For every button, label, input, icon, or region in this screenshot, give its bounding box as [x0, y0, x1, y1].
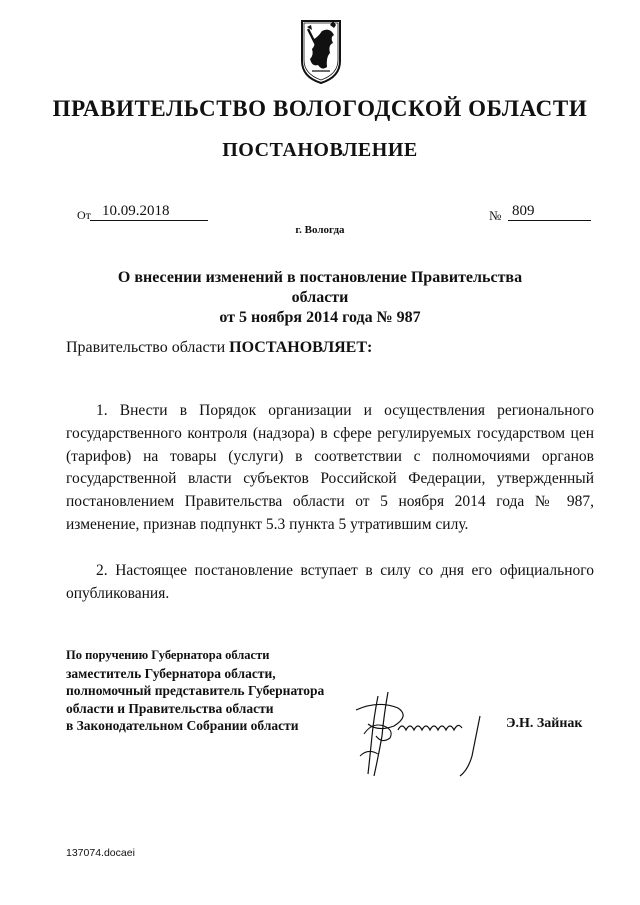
footer-filename: 137074.docaei — [66, 847, 135, 859]
handwritten-signature — [348, 686, 488, 778]
document-type-title: ПОСТАНОВЛЕНИЕ — [222, 139, 418, 161]
subject-line-2: от 5 ноября 2014 года № 987 — [219, 309, 421, 326]
signature-line-4: области и Правительства области — [66, 700, 274, 716]
city-label: г. Вологда — [295, 224, 345, 236]
signature-line-1: По поручению Губернатора области — [66, 648, 270, 662]
date-prefix: От — [77, 208, 91, 222]
preamble — [66, 339, 372, 357]
signature-line-3: полномочный представитель Губернатора — [66, 683, 325, 698]
body-paragraph-2: 2. Настоящее постановление вступает в силу со дня его официального опубликования. — [66, 562, 594, 602]
subject-line-1: О внесении изменений в постановление Правительства области — [117, 269, 523, 306]
signature-line-5: в Законодательном Собрании области — [66, 718, 299, 733]
number-prefix: № — [489, 208, 502, 223]
document-subject — [100, 268, 540, 328]
signature-block — [66, 647, 324, 735]
government-title: ПРАВИТЕЛЬСТВО ВОЛОГОДСКОЙ ОБЛАСТИ — [52, 96, 588, 121]
coat-of-arms-emblem — [300, 17, 342, 85]
document-number: 809 — [508, 203, 591, 221]
body-paragraph-1: 1. Внести в Порядок организации и осуществления регионального государственного контроля (надзора) в сфере регулируемых государством цен (тарифов) на товары (услуги) в соответствии с полномочиями органов государственной власти субъектов Российской Федерации, утвержденный постановлением Правительства области от 5 ноября 2014 года № 987, изменение, признав подпункт 5.3 пункта 5 утратившим силу. — [66, 402, 594, 533]
signer-name: Э.Н. Зайнак — [506, 716, 583, 731]
preamble-decision: ПОСТАНОВЛЯЕТ: — [229, 339, 373, 356]
document-date: 10.09.2018 — [90, 203, 208, 221]
preamble-text: Правительство области — [66, 339, 230, 356]
signature-line-2: заместитель Губернатора области, — [66, 665, 276, 681]
